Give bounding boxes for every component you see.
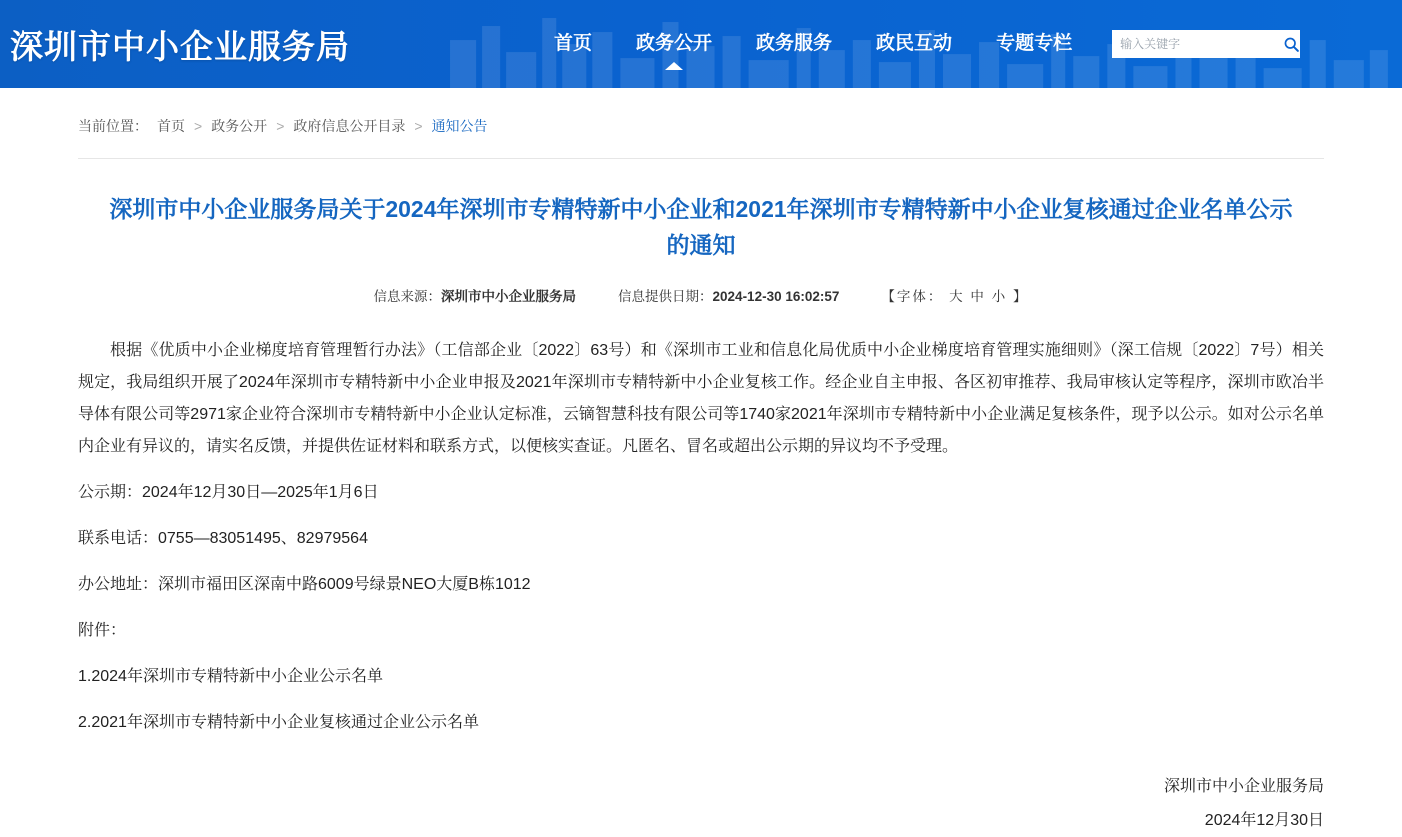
nav-item-special-topics[interactable]: 专题专栏	[996, 33, 1073, 54]
main-nav	[532, 0, 1260, 88]
article-body	[78, 311, 1324, 739]
article-office-address: 办公地址：深圳市福田区深南中路6009号绿景NEO大厦B栋1012	[78, 576, 531, 593]
font-size-control	[881, 285, 1028, 305]
breadcrumb-separator-icon: >	[414, 118, 423, 134]
nav-item-public-interaction[interactable]: 政民互动	[876, 33, 953, 54]
breadcrumb-separator-icon: >	[276, 118, 285, 134]
article-meta	[78, 263, 1324, 311]
nav-item-government-services[interactable]: 政务服务	[756, 33, 833, 54]
nav-item-home[interactable]: 首页	[554, 33, 593, 54]
meta-source-label: 信息来源：	[373, 289, 442, 304]
page-content	[0, 88, 1402, 837]
article-signature	[78, 753, 1324, 837]
breadcrumb-item-government-openness[interactable]: 政务公开	[211, 118, 268, 134]
meta-date-value: 2024-12-30 16:02:57	[712, 289, 840, 304]
nav-item-government-openness[interactable]: 政务公开	[614, 0, 734, 88]
meta-date	[618, 285, 839, 305]
breadcrumb-item-announcements[interactable]: 通知公告	[431, 118, 488, 134]
article-attachments-label: 附件：	[78, 622, 127, 639]
meta-source	[374, 285, 577, 305]
site-header	[0, 0, 1402, 88]
attachment-item-1[interactable]: 1.2024年深圳市专精特新中小企业公示名单	[78, 668, 383, 685]
font-size-large[interactable]: 大	[949, 289, 965, 304]
breadcrumb	[78, 88, 1324, 159]
page-title: 深圳市中小企业服务局关于2024年深圳市专精特新中小企业和2021年深圳市专精特新中小企业复核通过企业名单公示的通知	[109, 196, 1293, 258]
font-size-close: 】	[1012, 289, 1029, 304]
search-button[interactable]	[1283, 30, 1300, 58]
article-publicity-period: 公示期：2024年12月30日—2025年1月6日	[78, 484, 379, 501]
article-paragraph: 根据《优质中小企业梯度培育管理暂行办法》（工信部企业〔2022〕63号）和《深圳市工业和信息化局优质中小企业梯度培育管理实施细则》（深工信规〔2022〕7号）相关规定，我局组织开展了2024年深圳市专精特新中小企业申报及2021年深圳市专精特新中小企业复核工作。经企业自主申报、各区初审推荐、我局审核认定等程序，深圳市欧冶半导体有限公司等2971家企业符合深圳市专精特新中小企业认定标准，云镝智慧科技有限公司等1740家2021年深圳市专精特新中小企业满足复核条件，现予以公示。如对公示名单内企业有异议的，请实名反馈，并提供佐证材料和联系方式，以便核实查证。凡匿名、冒名或超出公示期的异议均不予受理。	[78, 342, 1324, 455]
meta-date-label: 信息提供日期：	[618, 289, 713, 304]
font-size-medium[interactable]: 中	[970, 289, 986, 304]
breadcrumb-separator-icon: >	[194, 118, 203, 134]
signature-organization: 深圳市中小企业服务局	[1163, 778, 1324, 795]
breadcrumb-item-home[interactable]: 首页	[157, 118, 185, 134]
meta-source-value: 深圳市中小企业服务局	[441, 289, 577, 304]
signature-date: 2024年12月30日	[1204, 812, 1324, 829]
search-box	[1112, 30, 1260, 58]
search-icon	[1283, 36, 1300, 53]
site-logo[interactable]: 深圳市中小企业服务局	[10, 27, 350, 65]
font-size-label: 【字体：	[881, 289, 944, 304]
attachment-item-2[interactable]: 2.2021年深圳市专精特新中小企业复核通过企业公示名单	[78, 714, 479, 731]
article-contact-phone: 联系电话：0755—83051495、82979564	[78, 530, 368, 547]
breadcrumb-label: 当前位置：	[78, 118, 148, 134]
font-size-small[interactable]: 小	[991, 289, 1008, 304]
breadcrumb-item-info-directory[interactable]: 政府信息公开目录	[293, 118, 406, 134]
search-input[interactable]	[1112, 30, 1283, 58]
